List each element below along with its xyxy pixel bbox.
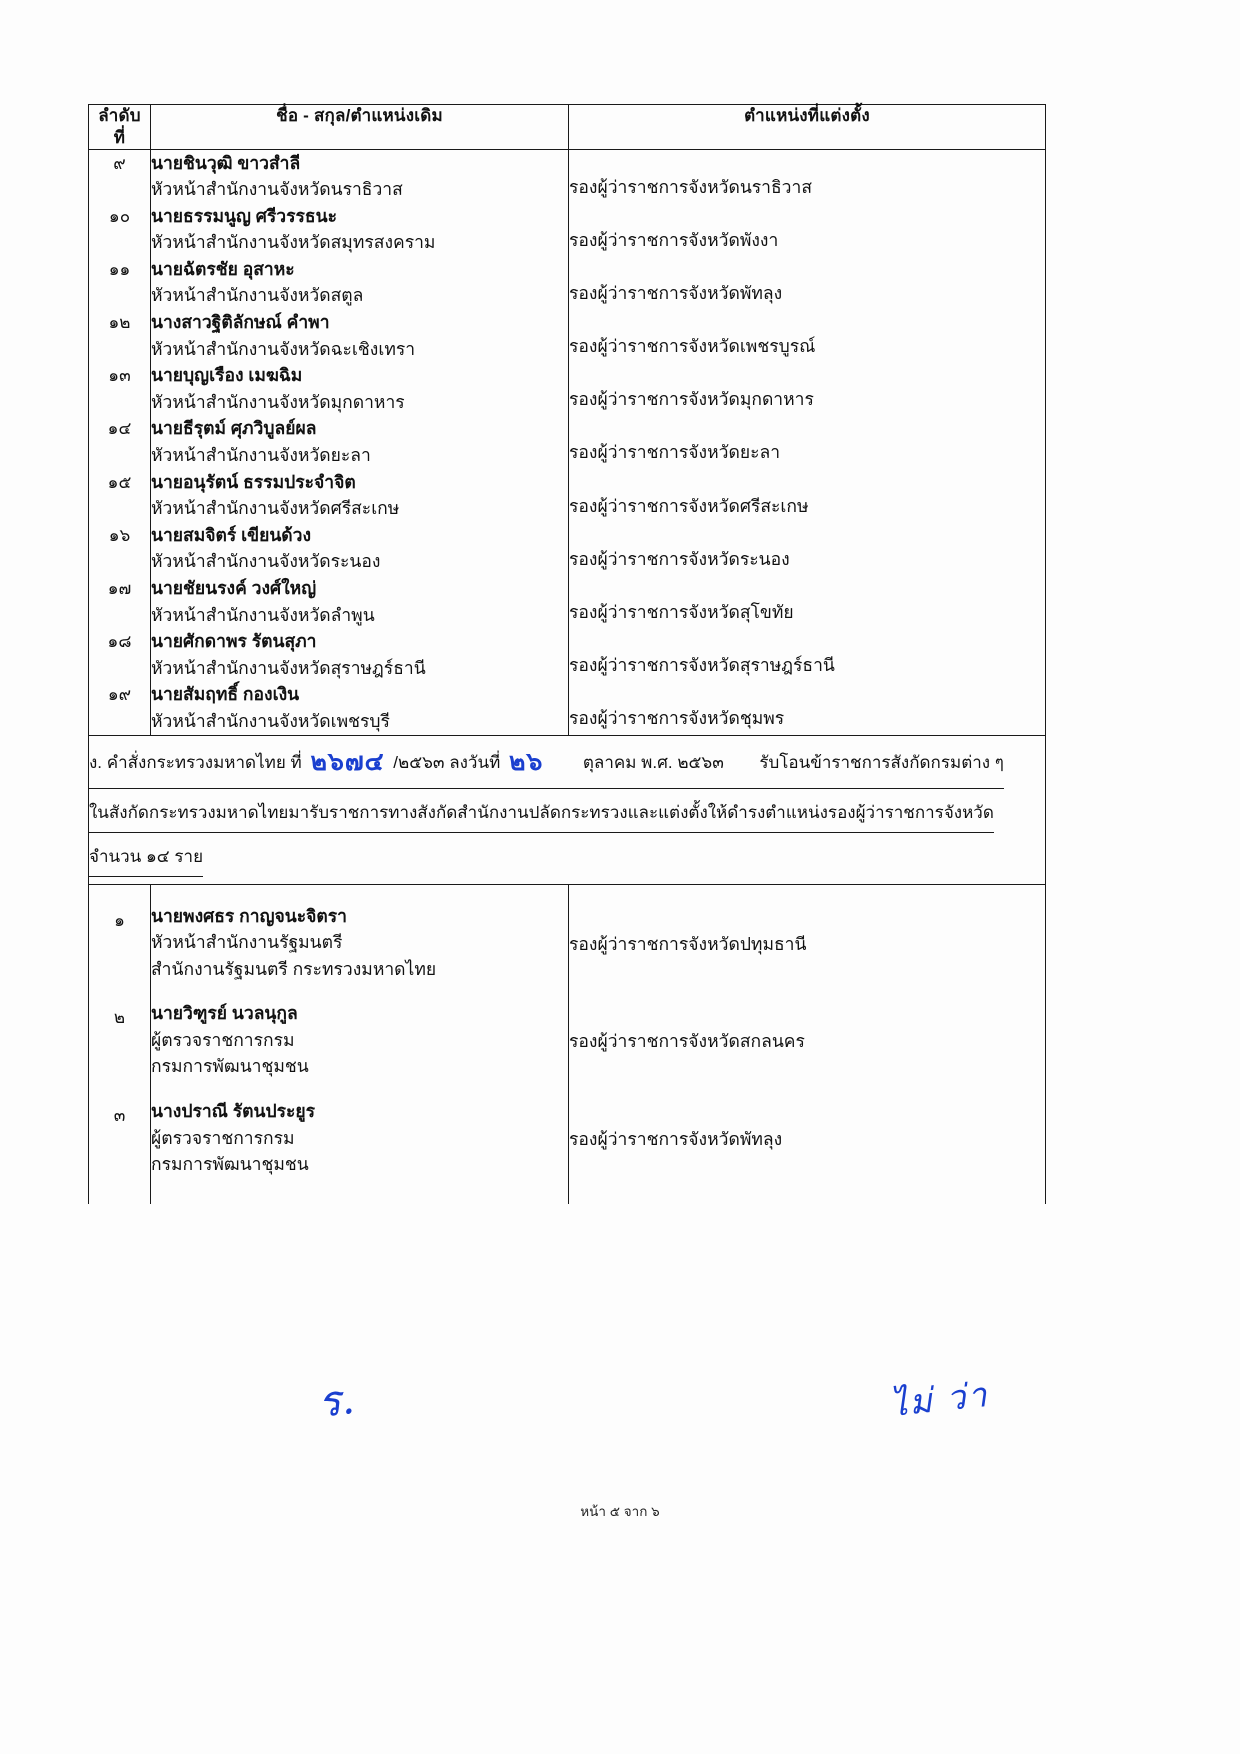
row-name-cell bbox=[151, 982, 569, 1080]
row-name-cell bbox=[151, 1080, 569, 1204]
appointed-position: รองผู้ว่าราชการจังหวัดชุมพร bbox=[569, 708, 785, 729]
row-name-cell bbox=[151, 884, 569, 982]
person-name: นายชินวุฒิ ขาวสำลี bbox=[151, 152, 301, 173]
column-header-number bbox=[89, 105, 151, 150]
row-name-cell bbox=[151, 628, 569, 681]
column-header-number-line2: ที่ bbox=[113, 127, 126, 147]
section-g-line1-part-b: /๒๕๖๓ ลงวันที่ bbox=[393, 752, 501, 772]
row-number: ๑๖ bbox=[89, 522, 151, 575]
row-position-cell bbox=[569, 362, 1046, 415]
row-name-cell bbox=[151, 415, 569, 468]
row-number: ๑ bbox=[89, 884, 151, 982]
appointment-table bbox=[88, 104, 1046, 1204]
row-number: ๑๗ bbox=[89, 575, 151, 628]
table-row bbox=[89, 469, 1046, 522]
person-name: นางปราณี รัตนประยูร bbox=[151, 1101, 316, 1122]
table-row bbox=[89, 982, 1046, 1080]
row-number: ๑๒ bbox=[89, 309, 151, 362]
appointed-position: รองผู้ว่าราชการจังหวัดนราธิวาส bbox=[569, 176, 813, 197]
table-row bbox=[89, 522, 1046, 575]
row-number: ๑๙ bbox=[89, 681, 151, 735]
row-position-cell bbox=[569, 469, 1046, 522]
appointed-position: รองผู้ว่าราชการจังหวัดเพชรบูรณ์ bbox=[569, 336, 816, 357]
person-name: นายวิฑูรย์ นวลนุกูล bbox=[151, 1003, 298, 1024]
appointed-position: รองผู้ว่าราชการจังหวัดสกลนคร bbox=[569, 1031, 805, 1052]
section-g-line-2: ในสังกัดกระทรวงมหาดไทยมารับราชการทางสังกัดสำนักงานปลัดกระทรวงและแต่งตั้งให้ดำรงตำแหน่งรองผู้ว่าราชการจังหวัด bbox=[89, 796, 994, 833]
appointed-position: รองผู้ว่าราชการจังหวัดยะลา bbox=[569, 442, 781, 463]
person-name: นายอนุรัตน์ ธรรมประจำจิต bbox=[151, 471, 356, 492]
section-g-line-1 bbox=[89, 736, 1004, 789]
person-name: นายศักดาพร รัตนสุภา bbox=[151, 631, 317, 652]
appointed-position: รองผู้ว่าราชการจังหวัดพังงา bbox=[569, 229, 779, 250]
former-position: หัวหน้าสำนักงานจังหวัดสตูล bbox=[151, 285, 364, 306]
row-name-cell bbox=[151, 575, 569, 628]
table-row bbox=[89, 256, 1046, 309]
person-name: นายสัมฤทธิ์ กองเงิน bbox=[151, 684, 300, 705]
table-row bbox=[89, 575, 1046, 628]
row-number: ๑๑ bbox=[89, 256, 151, 309]
column-header-position: ตำแหน่งที่แต่งตั้ง bbox=[569, 105, 1046, 150]
row-position-cell bbox=[569, 309, 1046, 362]
former-position: ผู้ตรวจราชการกรม bbox=[151, 1029, 295, 1050]
person-name: นายธีรุตม์ ศุภวิบูลย์ผล bbox=[151, 418, 317, 439]
former-position: หัวหน้าสำนักงานจังหวัดยะลา bbox=[151, 445, 371, 466]
former-position: หัวหน้าสำนักงานจังหวัดระนอง bbox=[151, 551, 381, 572]
table-row bbox=[89, 884, 1046, 982]
handwritten-order-number: ๒๖๗๔ bbox=[310, 746, 385, 776]
former-position: หัวหน้าสำนักงานรัฐมนตรี bbox=[151, 932, 343, 953]
table-row bbox=[89, 415, 1046, 468]
row-number: ๓ bbox=[89, 1080, 151, 1204]
table-header-row bbox=[89, 105, 1046, 150]
row-name-cell bbox=[151, 469, 569, 522]
person-name: นายฉัตรชัย อุสาหะ bbox=[151, 258, 295, 279]
former-position: หัวหน้าสำนักงานจังหวัดสุราษฎร์ธานี bbox=[151, 657, 426, 678]
section-g-line1-part-d: รับโอนข้าราชการสังกัดกรมต่าง ๆ bbox=[759, 752, 1004, 772]
person-name: นายบุญเรือง เมฆฉิม bbox=[151, 365, 303, 386]
former-position: หัวหน้าสำนักงานจังหวัดฉะเชิงเทรา bbox=[151, 338, 416, 359]
row-position-cell bbox=[569, 575, 1046, 628]
person-name: นางสาวฐิติลักษณ์ คำพา bbox=[151, 312, 330, 333]
row-name-cell bbox=[151, 149, 569, 203]
person-name: นายชัยนรงค์ วงศ์ใหญ่ bbox=[151, 578, 317, 598]
row-number: ๒ bbox=[89, 982, 151, 1080]
former-position: หัวหน้าสำนักงานจังหวัดลำพูน bbox=[151, 604, 375, 625]
former-position: หัวหน้าสำนักงานจังหวัดศรีสะเกษ bbox=[151, 498, 400, 519]
row-position-cell bbox=[569, 203, 1046, 256]
former-position: หัวหน้าสำนักงานจังหวัดนราธิวาส bbox=[151, 179, 403, 200]
row-position-cell bbox=[569, 982, 1046, 1080]
person-name: นายพงศธร กาญจนะจิตรา bbox=[151, 905, 347, 926]
row-position-cell bbox=[569, 884, 1046, 982]
row-name-cell bbox=[151, 522, 569, 575]
section-g-line-3: จำนวน ๑๔ ราย bbox=[89, 840, 203, 877]
former-agency: สำนักงานรัฐมนตรี กระทรวงมหาดไทย bbox=[151, 958, 437, 979]
row-position-cell bbox=[569, 149, 1046, 203]
appointed-position: รองผู้ว่าราชการจังหวัดพัทลุง bbox=[569, 282, 783, 303]
row-position-cell bbox=[569, 628, 1046, 681]
table-row bbox=[89, 1080, 1046, 1204]
appointed-position: รองผู้ว่าราชการจังหวัดสุโขทัย bbox=[569, 602, 794, 622]
row-name-cell bbox=[151, 256, 569, 309]
row-number: ๑๘ bbox=[89, 628, 151, 681]
column-header-number-line1: ลำดับ bbox=[98, 106, 141, 125]
appointed-position: รองผู้ว่าราชการจังหวัดระนอง bbox=[569, 548, 790, 569]
section-g-line1-part-c: ตุลาคม พ.ศ. ๒๕๖๓ bbox=[582, 752, 724, 772]
handwritten-day: ๒๖ bbox=[509, 746, 544, 776]
section-g-paragraph bbox=[89, 735, 1046, 884]
row-number: ๑๐ bbox=[89, 203, 151, 256]
appointed-position: รองผู้ว่าราชการจังหวัดสุราษฎร์ธานี bbox=[569, 655, 835, 676]
row-position-cell bbox=[569, 415, 1046, 468]
row-name-cell bbox=[151, 362, 569, 415]
appointed-position: รองผู้ว่าราชการจังหวัดปทุมธานี bbox=[569, 933, 807, 954]
row-position-cell bbox=[569, 256, 1046, 309]
person-name: นายสมจิตร์ เขียนด้วง bbox=[151, 524, 312, 545]
person-name: นายธรรมนูญ ศรีวรรธนะ bbox=[151, 205, 337, 226]
row-position-cell bbox=[569, 1080, 1046, 1204]
page-footer: หน้า ๕ จาก ๖ bbox=[580, 1504, 660, 1519]
former-agency: กรมการพัฒนาชุมชน bbox=[151, 1154, 309, 1175]
former-position: หัวหน้าสำนักงานจังหวัดมุกดาหาร bbox=[151, 391, 405, 412]
appointed-position: รองผู้ว่าราชการจังหวัดศรีสะเกษ bbox=[569, 495, 809, 516]
row-number: ๑๓ bbox=[89, 362, 151, 415]
former-position: หัวหน้าสำนักงานจังหวัดเพชรบุรี bbox=[151, 710, 390, 731]
table-row bbox=[89, 203, 1046, 256]
former-position: ผู้ตรวจราชการกรม bbox=[151, 1127, 295, 1148]
signature-right: ไม่ ว่า bbox=[888, 1374, 991, 1426]
appointed-position: รองผู้ว่าราชการจังหวัดมุกดาหาร bbox=[569, 389, 814, 410]
former-position: หัวหน้าสำนักงานจังหวัดสมุทรสงคราม bbox=[151, 232, 436, 253]
table-row bbox=[89, 362, 1046, 415]
table-row bbox=[89, 149, 1046, 203]
column-header-name: ชื่อ - สกุล/ตำแหน่งเดิม bbox=[151, 105, 569, 150]
section-a-body bbox=[89, 149, 1046, 1204]
table-row bbox=[89, 309, 1046, 362]
appointed-position: รองผู้ว่าราชการจังหวัดพัทลุง bbox=[569, 1129, 783, 1150]
row-number: ๙ bbox=[89, 149, 151, 203]
table-row bbox=[89, 628, 1046, 681]
section-g-paragraph-row bbox=[89, 735, 1046, 884]
row-position-cell bbox=[569, 522, 1046, 575]
row-number: ๑๔ bbox=[89, 415, 151, 468]
row-name-cell bbox=[151, 309, 569, 362]
row-number: ๑๕ bbox=[89, 469, 151, 522]
row-name-cell bbox=[151, 681, 569, 735]
signature-left: ร. bbox=[314, 1373, 358, 1428]
section-g-line1-part-a: ง. คำสั่งกระทรวงมหาดไทย ที่ bbox=[89, 752, 302, 772]
table-row bbox=[89, 681, 1046, 735]
row-position-cell bbox=[569, 681, 1046, 735]
former-agency: กรมการพัฒนาชุมชน bbox=[151, 1056, 309, 1077]
row-name-cell bbox=[151, 203, 569, 256]
